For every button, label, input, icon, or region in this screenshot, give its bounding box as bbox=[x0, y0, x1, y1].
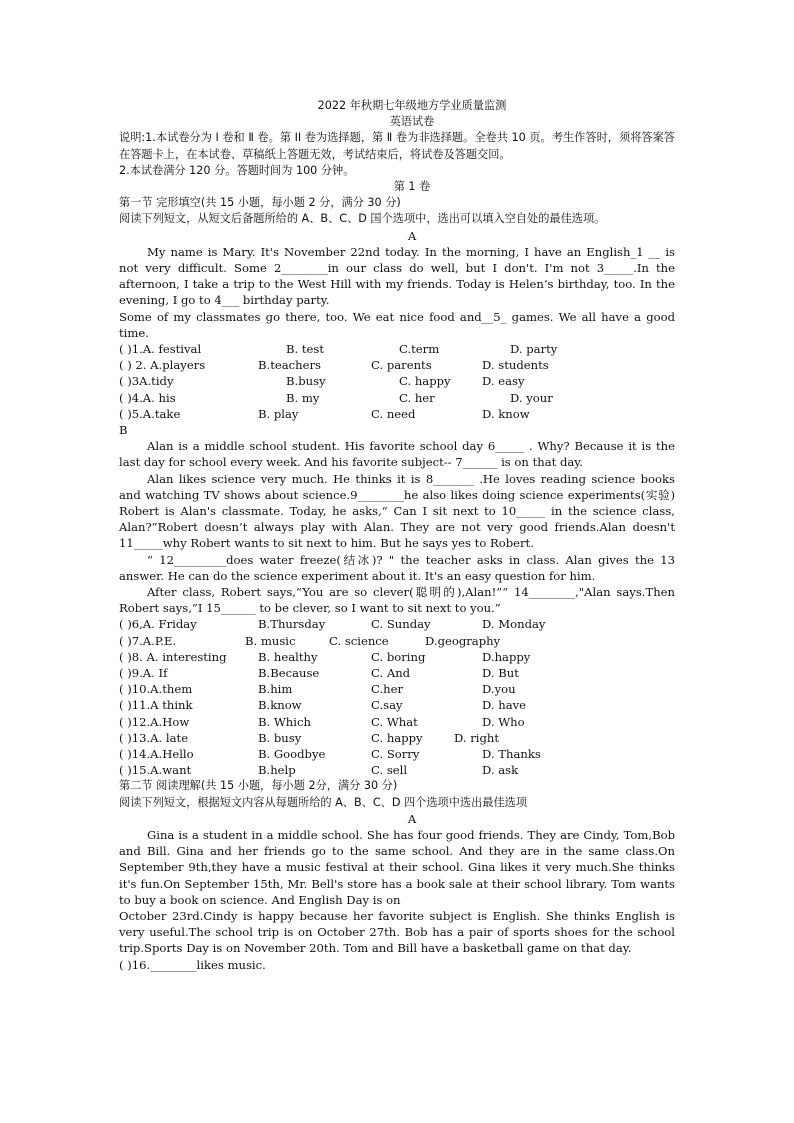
option-b: B. healthy bbox=[258, 649, 318, 664]
passage-a-question-list bbox=[119, 341, 675, 422]
option-b: B.him bbox=[258, 682, 293, 697]
option-c: C. her bbox=[399, 390, 435, 405]
option-b: B. play bbox=[258, 406, 299, 421]
option-b: B.teachers bbox=[258, 358, 321, 373]
option-b: B. music bbox=[245, 633, 296, 648]
instruction-1: 说明:1.本试卷分为 I 卷和 Ⅱ 卷。第 II 卷为选择题，第 Ⅱ 卷为非选择题。全卷共 10 页。考生作答时，须将答案答在答题卡上，在本试卷、草稿纸上答题无效，考试结束后，将试卷及答题交回。 bbox=[119, 131, 675, 161]
option-b: B.know bbox=[258, 698, 302, 713]
option-b: B. busy bbox=[258, 730, 302, 745]
option-d: D. Who bbox=[482, 714, 525, 729]
option-c: C. sell bbox=[371, 763, 408, 778]
option-d: D.happy bbox=[482, 649, 531, 664]
passage-a-paragraph-2: Some of my classmates go there, too. We eat nice food and__5_ games. We all have a good time. bbox=[119, 309, 675, 340]
option-b: B. Which bbox=[258, 714, 311, 729]
option-c: C. happy bbox=[371, 730, 423, 745]
option-c: C. What bbox=[371, 714, 418, 729]
question-row-6 bbox=[119, 616, 675, 632]
passage-a-label: A bbox=[407, 228, 417, 243]
exam-title: 2022 年秋期七年级地方学业质量监测 bbox=[317, 99, 507, 112]
question-stem: ( )8. A. interesting bbox=[119, 649, 227, 664]
question-row-11 bbox=[119, 697, 675, 713]
question-row-8 bbox=[119, 649, 675, 665]
option-b: B. my bbox=[286, 390, 320, 405]
passage-b-paragraph-4: After class, Robert says,“You are so clever(聪明的),Alan!”“ 14________,"Alan says.Then Robert says,“I 15______ to be clever, so I want to sit next to you.” bbox=[119, 585, 675, 616]
option-c: C.her bbox=[371, 682, 404, 697]
section1-directions: 阅读下列短文，从短文后备题所给的 A、B、C、D 国个选项中，选出可以填入空自处的最佳选项。 bbox=[119, 212, 606, 226]
option-c: C. happy bbox=[399, 374, 451, 389]
option-b: B.busy bbox=[286, 374, 326, 389]
question-stem: ( )13.A. late bbox=[119, 730, 189, 745]
option-b: B. Goodbye bbox=[258, 746, 326, 761]
option-d: D. right bbox=[454, 730, 500, 745]
option-c: C. And bbox=[371, 665, 411, 680]
question-row-1 bbox=[119, 341, 675, 357]
option-d: D. students bbox=[482, 358, 549, 373]
option-b: B. test bbox=[286, 342, 325, 357]
option-d: D. Thanks bbox=[482, 746, 541, 761]
option-c: C. parents bbox=[371, 358, 432, 373]
question-stem: ( )11.A think bbox=[119, 698, 193, 713]
option-c: C.term bbox=[399, 342, 440, 357]
question-row-2 bbox=[119, 357, 675, 373]
option-b: B.Thursday bbox=[258, 617, 326, 632]
section1-heading: 第一节 完形填空(共 15 小题，每小题 2 分，满分 30 分) bbox=[119, 196, 401, 210]
option-b: B.help bbox=[258, 763, 296, 778]
question-16-stem: ( )16.________likes music. bbox=[119, 957, 266, 972]
option-d: D.you bbox=[482, 682, 516, 697]
passage-b-paragraph-3: “ 12_________does water freeze(结冰)? " the teacher asks in class. Alan gives the 13 answer. He can do the science experiment about it. It's an easy question for him. bbox=[119, 552, 675, 583]
option-d: D. know bbox=[482, 406, 530, 421]
question-row-3 bbox=[119, 373, 675, 389]
question-stem: ( )12.A.How bbox=[119, 714, 190, 729]
option-d: D. ask bbox=[482, 763, 519, 778]
question-row-4 bbox=[119, 390, 675, 406]
option-c: C. boring bbox=[371, 649, 426, 664]
option-c: C. science bbox=[329, 633, 389, 648]
passage-b-paragraph-2: Alan likes science very much. He thinks it is 8_______ .He loves reading science books and watching TV shows about science.9________he also likes doing science experiments(实验) Robert is Alan's classmate. Today, he asks,“ Can I sit next to 10_____ in the science class, Alan?”Robert doesn’t always play with Alan. They are not very good friends.Alan doesn't 11_____why Robert wants to sit next to him. But he says yes to Robert. bbox=[119, 471, 675, 551]
passage-b-paragraph-1: Alan is a middle school student. His favorite school day 6_____ . Why? Because it is the last day for school every week. And his favorite subject-- 7______ is on that day. bbox=[119, 439, 675, 470]
question-row-5 bbox=[119, 406, 675, 422]
question-row-13 bbox=[119, 730, 675, 746]
section2-directions: 阅读下列短文，根据短文内容从每题所给的 A、B、C、D 四个选项中选出最佳选项 bbox=[119, 795, 528, 809]
question-stem: ( )4.A. his bbox=[119, 390, 176, 405]
option-d: D. your bbox=[510, 390, 553, 405]
passage-b-question-list bbox=[119, 616, 675, 778]
question-row-14 bbox=[119, 746, 675, 762]
option-c: C. need bbox=[371, 406, 416, 421]
question-row-9 bbox=[119, 665, 675, 681]
question-stem: ( )10.A.them bbox=[119, 682, 193, 697]
question-stem: ( )15.A.want bbox=[119, 763, 192, 778]
option-c: C. Sorry bbox=[371, 746, 420, 761]
question-row-10 bbox=[119, 681, 675, 697]
question-stem: ( )14.A.Hello bbox=[119, 746, 194, 761]
section2-heading: 第二节 阅读理解(共 15 小题，每小题 2分，满分 30 分) bbox=[119, 779, 398, 793]
question-stem: ( )5.A.take bbox=[119, 406, 181, 421]
passage-b-label: B bbox=[119, 422, 128, 437]
question-stem: ( )6,A. Friday bbox=[119, 617, 197, 632]
passage-a-paragraph-1: My name is Mary. It's November 22nd today. In the morning, I have an English_1 __ is not very difficult. Some 2________in our class do well, but I don't. I'm not 3_____.In the afternoon, I take a trip to the West Hill with my friends. Today is Helen’s birthday, too. In the evening, I go to 4___ birthday party. bbox=[119, 244, 675, 308]
question-stem: ( )9.A. If bbox=[119, 665, 168, 680]
option-c: C. Sunday bbox=[371, 617, 431, 632]
question-stem: ( )7.A.P.E. bbox=[119, 633, 177, 648]
question-row-15 bbox=[119, 762, 675, 778]
reading-a-paragraph-2: October 23rd.Cindy is happy because her favorite subject is English. She thinks English is very useful.The school trip is on October 27th. Bob has a pair of sports shoes for the school trip.Sports Day is on November 20th. Tom and Bill have a basketball game on that day. bbox=[119, 908, 675, 956]
question-row-7 bbox=[119, 633, 675, 649]
option-d: D.geography bbox=[425, 633, 501, 648]
option-c: C.say bbox=[371, 698, 403, 713]
exam-subtitle: 英语试卷 bbox=[389, 115, 435, 129]
question-stem: ( )1.A. festival bbox=[119, 342, 202, 357]
option-d: D. have bbox=[482, 698, 527, 713]
reading-a-label: A bbox=[407, 811, 417, 826]
option-d: D. party bbox=[510, 342, 558, 357]
option-d: D. Monday bbox=[482, 617, 546, 632]
option-d: D. easy bbox=[482, 374, 525, 389]
option-d: D. But bbox=[482, 665, 519, 680]
volume-title: 第 1 卷 bbox=[393, 180, 431, 194]
instruction-2: 2.本试卷满分 120 分。答题时间为 100 分钟。 bbox=[119, 163, 355, 177]
reading-a-paragraph-1: Gina is a student in a middle school. She has four good friends. They are Cindy, Tom,Bob and Bill. Gina and her friends go to the same school. And they are in the same class.On September 9th,they have a music festival at their school. Gina likes it very much.She thinks it's fun.On September 15th, Mr. Bell's store has a book sale at their school library. Tom wants to buy a book on science. And English Day is on bbox=[119, 827, 675, 907]
question-stem: ( ) 2. A.players bbox=[119, 358, 206, 373]
option-b: B.Because bbox=[258, 665, 320, 680]
question-stem: ( )3A.tidy bbox=[119, 374, 174, 389]
question-row-12 bbox=[119, 714, 675, 730]
exam-content bbox=[119, 98, 675, 973]
